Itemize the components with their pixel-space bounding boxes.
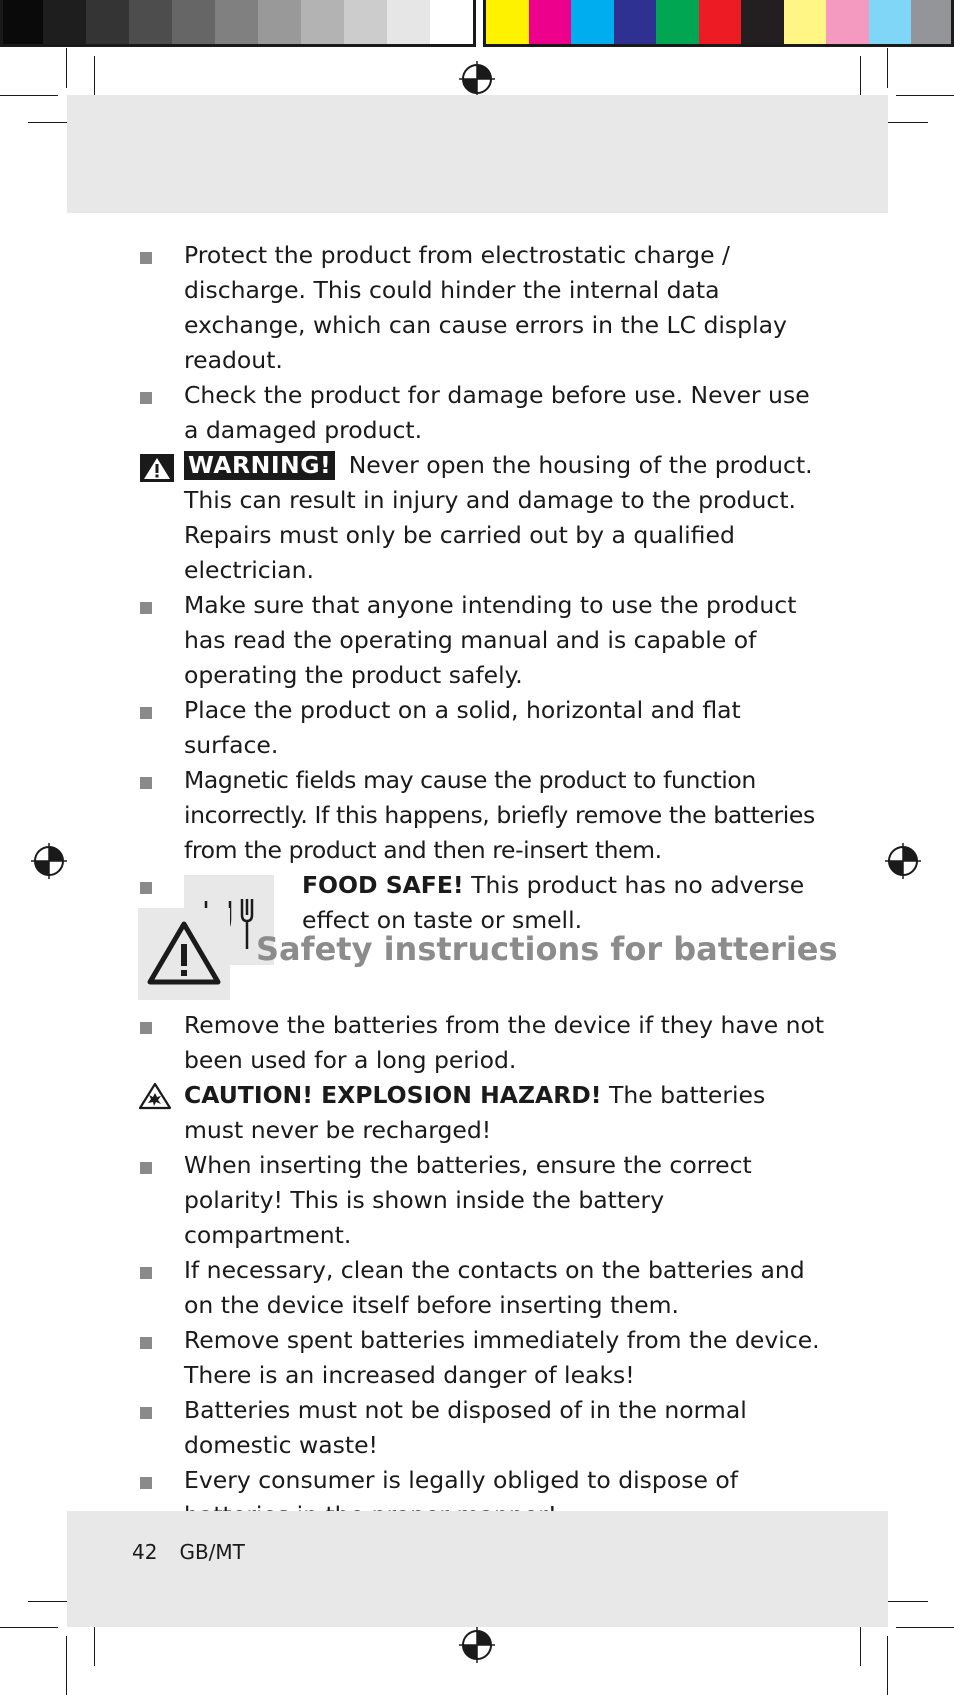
bullet-square-icon	[140, 882, 152, 894]
item-text: Check the product for damage before use. Never use a damaged product.	[184, 381, 810, 444]
bullet-square-icon	[140, 252, 152, 264]
list-item	[138, 693, 828, 763]
grayscale-frame	[0, 0, 476, 47]
bullet-square-icon	[140, 777, 152, 789]
page-footer	[132, 1540, 267, 1564]
list-item	[138, 1393, 828, 1463]
list-item	[138, 238, 828, 378]
bullet-square-icon	[140, 1022, 152, 1034]
process-frame	[483, 0, 954, 47]
crop-mark	[887, 1636, 888, 1695]
food-safe-label: FOOD SAFE!	[302, 871, 464, 899]
page-locale: GB/MT	[179, 1540, 245, 1564]
bullet-square-icon	[140, 602, 152, 614]
item-text: Every consumer is legally obliged to dispose of	[184, 1466, 739, 1494]
section-title: Safety instructions for batteries	[256, 930, 838, 968]
list-item	[138, 588, 828, 693]
crop-mark	[896, 1627, 954, 1628]
list-item	[138, 1008, 828, 1078]
footer-band	[67, 1511, 888, 1627]
bullet-square-icon	[140, 707, 152, 719]
bullet-square-icon	[140, 1407, 152, 1419]
battery-section-heading	[138, 908, 838, 1000]
registration-mark-icon	[31, 843, 67, 879]
safety-list-batteries	[138, 1008, 828, 1533]
item-text: Batteries must not be disposed of in the normal domestic waste!	[184, 1396, 747, 1459]
item-text: Magnetic fields may cause the product to function incorrectly. If this happens, briefly remove the batteries from the product and then re-insert them.	[184, 766, 815, 864]
bullet-square-icon	[140, 1337, 152, 1349]
crop-mark	[66, 48, 67, 88]
bullet-square-icon	[140, 392, 152, 404]
list-item	[138, 1323, 828, 1393]
item-text: Protect the product from electrostatic charge / discharge. This could hinder the internal data exchange, which can cause errors in the LC display readout.	[184, 241, 787, 374]
warning-label: WARNING!	[184, 451, 335, 480]
item-text: The batteries must never be recharged!	[184, 1081, 766, 1144]
item-text: Make sure that anyone intending to use the product has read the operating manual and is capable of operating the product safely.	[184, 591, 797, 689]
list-item	[138, 763, 828, 868]
bullet-square-icon	[140, 1267, 152, 1279]
header-band	[67, 95, 888, 213]
caution-label: CAUTION! EXPLOSION HAZARD!	[184, 1081, 602, 1109]
bullet-square-icon	[140, 1162, 152, 1174]
list-item	[138, 1253, 828, 1323]
item-text: Remove spent batteries immediately from the device. There is an increased danger of leaks!	[184, 1326, 820, 1389]
item-text: Place the product on a solid, horizontal and flat surface.	[184, 696, 741, 759]
warning-item	[138, 448, 828, 588]
list-item	[138, 378, 828, 448]
item-text: Remove the batteries from the device if they have not been used for a long period.	[184, 1011, 825, 1074]
list-item	[138, 1148, 828, 1253]
registration-mark-icon	[885, 843, 921, 879]
item-text: When inserting the batteries, ensure the correct polarity! This is shown inside the battery compartment.	[184, 1151, 752, 1249]
crop-mark	[66, 1636, 67, 1695]
crop-mark	[0, 95, 58, 96]
page-number: 42	[132, 1540, 158, 1564]
safety-list-top	[138, 238, 828, 990]
registration-mark-icon	[459, 61, 495, 97]
crop-mark	[887, 48, 888, 88]
item-text: If necessary, clean the contacts on the batteries and on the device itself before inserting them.	[184, 1256, 805, 1319]
bullet-square-icon	[140, 1477, 152, 1489]
item-text: This product has no adverse effect on taste or smell.	[302, 871, 805, 934]
registration-mark-icon	[459, 1627, 495, 1663]
crop-mark	[896, 95, 954, 96]
warning-triangle-icon	[138, 908, 230, 1000]
warning-triangle-icon	[140, 454, 174, 482]
crop-mark	[0, 1627, 58, 1628]
explosion-hazard-icon	[138, 1082, 172, 1110]
caution-item	[138, 1078, 828, 1148]
color-calibration-bar	[0, 0, 954, 48]
item-text: Never open the housing of the product. This can result in injury and damage to the product. Repairs must only be carried out by a qualified electrician.	[184, 451, 813, 584]
